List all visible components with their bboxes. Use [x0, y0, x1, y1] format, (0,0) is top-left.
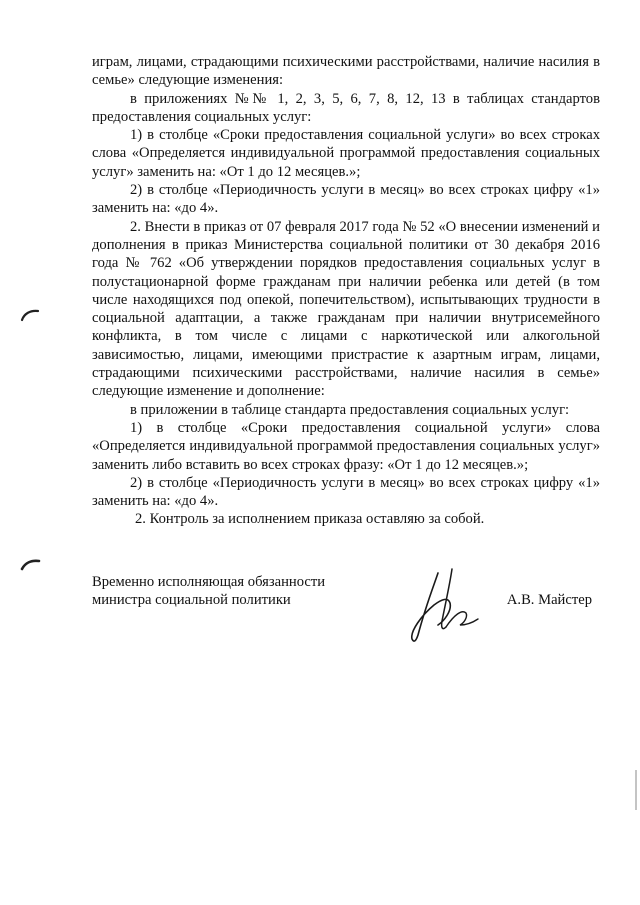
signatory-name: А.В. Майстер	[506, 592, 592, 608]
signature-block	[92, 573, 600, 633]
document-body	[92, 53, 600, 529]
signatory-title	[92, 573, 372, 610]
paragraph-2: в приложениях №№ 1, 2, 3, 5, 6, 7, 8, 12, 13 в таблицах стандартов предоставления социальных услуг:	[92, 90, 600, 125]
paragraph-7: 1) в столбце «Сроки предоставления социальной услуги» слова «Определяется индивидуальной программой предоставления социальных услуг» заменить либо вставить во всех строках фразу: «От 1 до 12 месяцев.»;	[92, 419, 600, 473]
paragraph-3: 1) в столбце «Сроки предоставления социальной услуги» во всех строках слова «Определяется индивидуальной программой предоставления социальных услуг» заменить на: «От 1 до 12 месяцев.»;	[92, 127, 600, 180]
signatory-title-line-1: Временно исполняющая обязанности	[92, 574, 326, 590]
paragraph-1: играм, лицами, страдающими психическими расстройствами, наличие насилия в семье» следующие изменения:	[92, 54, 600, 89]
scan-edge-line	[634, 770, 638, 810]
paragraph-4: 2) в столбце «Периодичность услуги в месяц» во всех строках цифру «1» заменить на: «до 4».	[92, 182, 600, 217]
paragraph-9: 2. Контроль за исполнением приказа оставляю за собой.	[135, 511, 485, 528]
signatory-title-line-2: министра социальной политики	[92, 592, 291, 609]
scan-artifact-lower	[20, 557, 42, 571]
handwritten-signature	[400, 565, 490, 645]
paragraph-8: 2) в столбце «Периодичность услуги в месяц» во всех строках цифру «1» заменить на: «до 4».	[92, 474, 600, 510]
paragraph-6: в приложении в таблице стандарта предоставления социальных услуг:	[130, 401, 570, 418]
paragraph-5: 2. Внести в приказ от 07 февраля 2017 года № 52 «О внесении изменений и дополнения в приказ Министерства социальной политики от 30 декабря 2016 года № 762 «Об утверждении порядков предоставления социальных услуг в полустационарной форме гражданам при наличии ребенка или детей (в том числе находящихся под опекой, попечительством), испытывающих трудности в социальной адаптации, а также гражданам при наличии внутрисемейного конфликта, в том числе с лицами с наркотической или алкогольной зависимостью, лицами, имеющими пристрастие к азартным играм, лицами, страдающими психическими расстройствами, наличие насилия в семье» следующие изменение и дополнение:	[92, 218, 600, 400]
scan-artifact-upper	[20, 308, 42, 322]
